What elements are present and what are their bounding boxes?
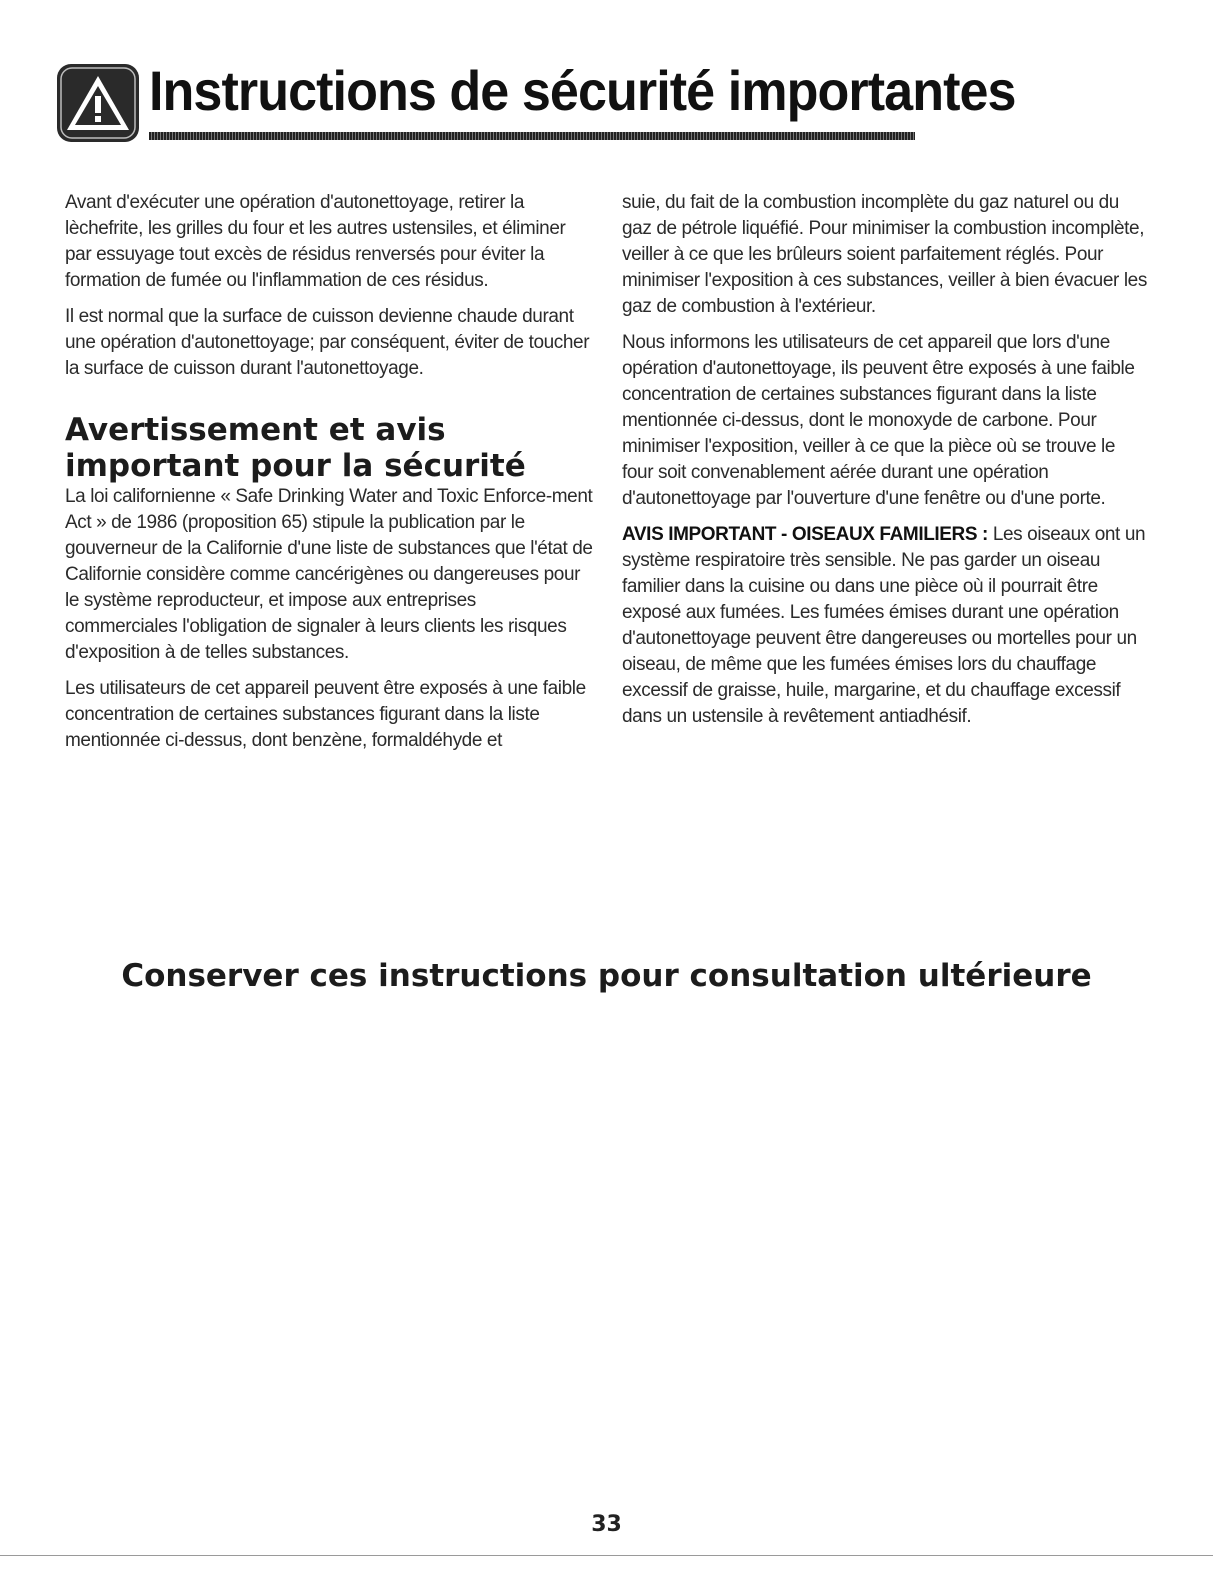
right-column [622, 190, 1148, 740]
page-title: Instructions de sécurité importantes [149, 59, 1016, 122]
left-column [65, 190, 593, 764]
pet-birds-notice-label: AVIS IMPORTANT - OISEAUX FAMILIERS : [622, 524, 988, 545]
proposition-65-paragraph: La loi californienne « Safe Drinking Water and Toxic Enforce-ment Act » de 1986 (proposition 65) stipule la publication par le gouverneur de la Californie d'une liste de substances que l'état de Californie considère comme cancérigènes ou dangereuses pour le système reproducteur, et impose aux entreprises commerciales l'obligation de signaler à leurs clients les risques d'exposition à de telles substances. [65, 486, 593, 663]
exposure-paragraph: Les utilisateurs de cet appareil peuvent être exposés à une faible concentration de certaines substances figurant dans la liste mentionnée ci-dessus, dont benzène, formaldéhyde et [65, 678, 586, 751]
self-clean-paragraph: Avant d'exécuter une opération d'autonettoyage, retirer la lèchefrite, les grilles du four et les autres ustensiles, et éliminer par essuyage tout excès de résidus renversés pour éviter la formation de fumée ou l'inflammation de ces résidus. [65, 192, 566, 291]
pet-birds-notice-text: Les oiseaux ont un système respiratoire très sensible. Ne pas garder un oiseau familier dans la cuisine ou dans une pièce où il pourrait être exposé aux fumées. Les fumées émises durant une opération d'autonettoyage peuvent être dangereuses ou mortelles pour un oiseau, de même que les fumées émises lors du chauffage excessif de graisse, huile, margarine, et du chauffage excessif dans un ustensile à revêtement antiadhésif. [622, 524, 1146, 727]
warning-triangle-icon [57, 64, 139, 142]
section-heading-line-1: Avertissement et avis [65, 412, 446, 448]
section-heading-line-2: important pour la sécurité [65, 448, 526, 484]
page-header [57, 59, 1016, 154]
bottom-rule [0, 1555, 1213, 1556]
title-underline [149, 132, 915, 140]
save-instructions-note: Conserver ces instructions pour consultation ultérieure [121, 958, 1092, 994]
ventilation-paragraph: Nous informons les utilisateurs de cet appareil que lors d'une opération d'autonettoyage, ils peuvent être exposés à une faible concentration de certaines substances figurant dans la liste mentionnée ci-dessus, dont le monoxyde de carbone. Pour minimiser l'exposition, veiller à ce que la pièce où se trouve le four soit convenablement aérée durant une opération d'autonettoyage par l'ouverture d'une fenêtre ou d'une porte. [622, 332, 1135, 509]
cooktop-hot-paragraph: Il est normal que la surface de cuisson devienne chaude durant une opération d'autonettoyage; par conséquent, éviter de toucher la surface de cuisson durant l'autonettoyage. [65, 306, 590, 379]
combustion-paragraph: suie, du fait de la combustion incomplète du gaz naturel ou du gaz de pétrole liquéfié. Pour minimiser la combustion incomplète, veiller à ce que les brûleurs soient parfaitement réglés. Pour minimiser l'exposition à ces substances, veiller à bien évacuer les gaz de combustion à l'extérieur. [622, 192, 1147, 317]
page-number: 33 [591, 1512, 622, 1537]
pet-birds-paragraph [622, 522, 1148, 730]
section-heading [65, 412, 593, 484]
